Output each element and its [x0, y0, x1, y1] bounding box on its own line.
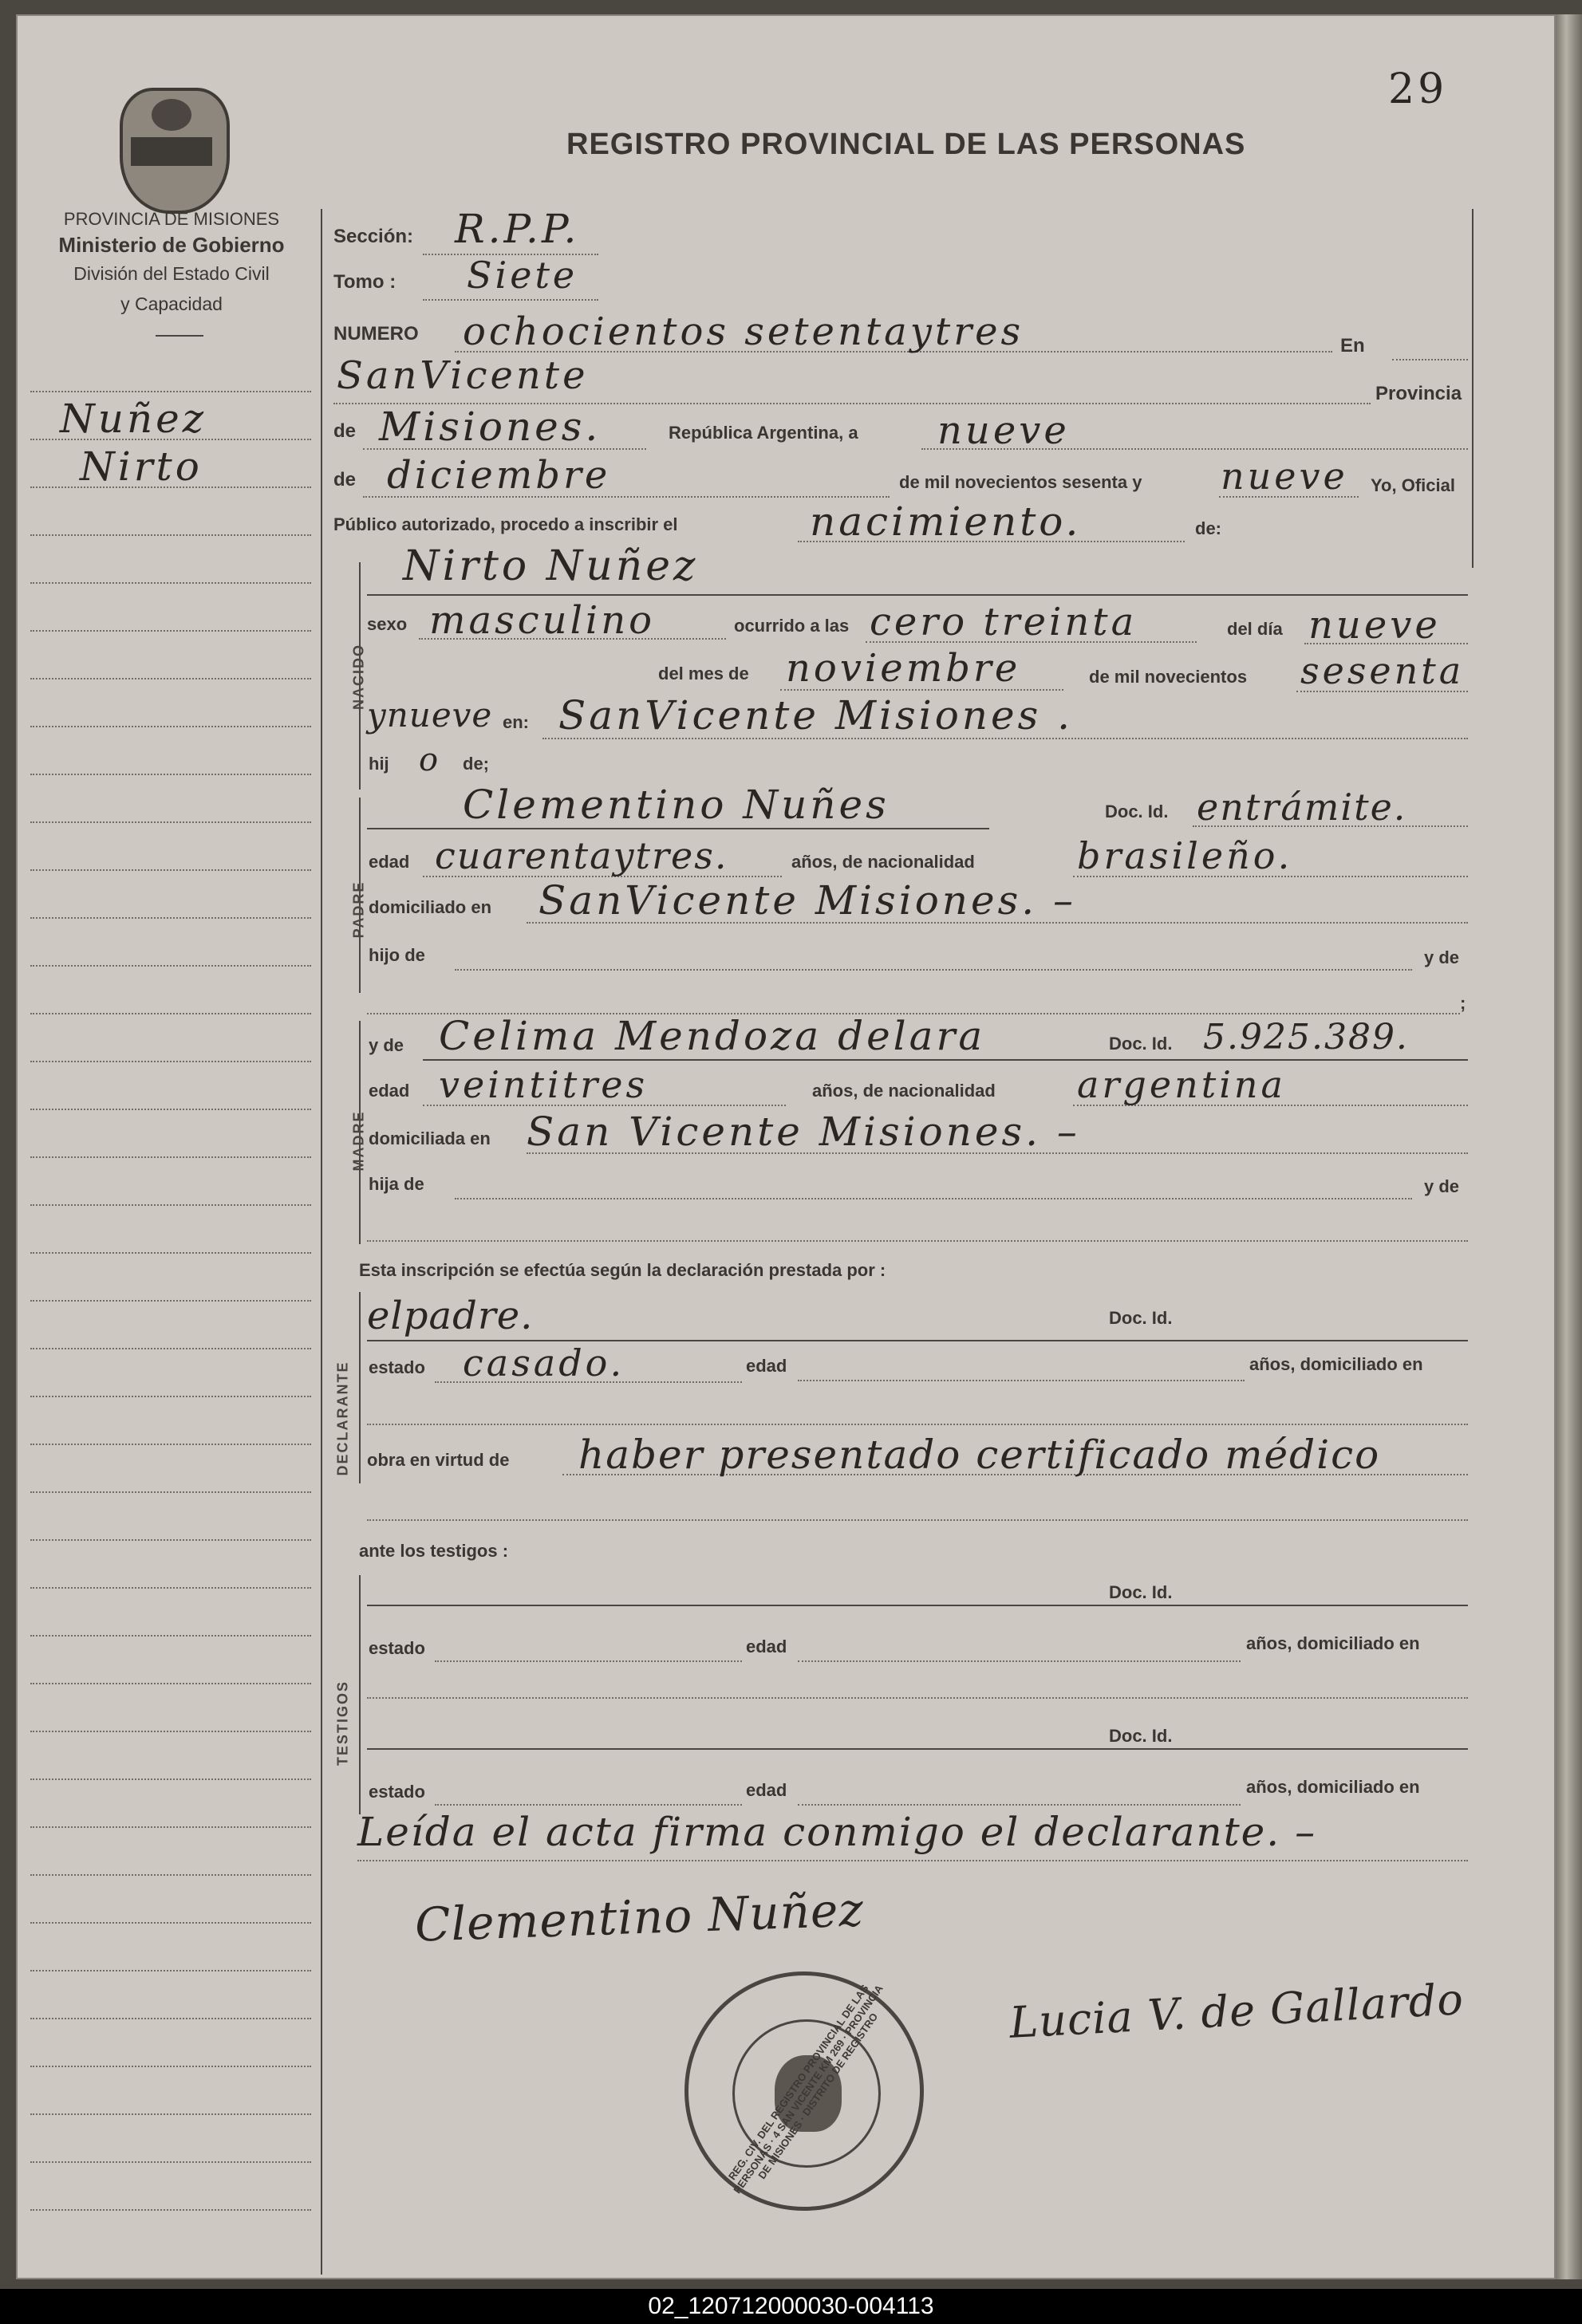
anio-value: nueve — [1221, 455, 1348, 498]
padre-edad-label: edad — [369, 852, 410, 872]
ministry-name: Ministerio de Gobierno — [58, 233, 285, 257]
margin-rule — [30, 1683, 311, 1684]
decl-estado-value: casado. — [463, 1341, 625, 1385]
hij-value: o — [419, 742, 442, 778]
yo-oficial-label: Yo, Oficial — [1371, 475, 1455, 495]
testigos-border — [359, 1575, 361, 1814]
madre-doc-value: 5.925.389. — [1203, 1017, 1409, 1058]
madre-nombre-value: Celima Mendoza delara — [439, 1013, 986, 1059]
decl-extra-line — [367, 1424, 1468, 1425]
decl-edad-line — [798, 1380, 1245, 1381]
madre-edad-label: edad — [369, 1081, 410, 1101]
margin-rule — [30, 1300, 311, 1302]
republica-label: República Argentina, a — [669, 423, 858, 443]
padre-doc-label: Doc. Id. — [1105, 802, 1169, 821]
division-line-2: y Capacidad — [120, 293, 223, 314]
padre-doc-value: entrámite. — [1197, 786, 1407, 829]
provincia-value: Misiones. — [379, 404, 602, 450]
margin-rule — [30, 630, 311, 632]
margin-rule — [30, 1444, 311, 1445]
margin-rule — [30, 1826, 311, 1828]
padre-section-label: PADRE — [350, 880, 367, 939]
declarante-value: elpadre. — [367, 1294, 534, 1338]
margin-rule — [30, 774, 311, 775]
book-binding — [1556, 14, 1582, 2279]
margin-rule — [30, 965, 311, 967]
header-rule — [156, 335, 203, 337]
madre-dom-label: domiciliada en — [369, 1129, 491, 1148]
signature-oficial: Lucia V. de Gallardo — [1008, 1974, 1466, 2048]
madre-extra-line — [367, 1240, 1468, 1242]
margin-rule — [30, 2066, 311, 2067]
margin-rule — [30, 1922, 311, 1924]
mes-nac-value: noviembre — [786, 646, 1021, 691]
margin-rule — [30, 1539, 311, 1541]
seccion-value: R.P.P. — [455, 206, 580, 252]
madre-edad-value: veintitres — [439, 1063, 649, 1106]
testigo2-anos-label: años, domiciliado en — [1246, 1777, 1420, 1797]
margin-rule — [30, 1109, 311, 1110]
de-label-2: de — [333, 469, 357, 490]
madre-hija-label: hija de — [369, 1174, 424, 1194]
lugar-nac-value: SanVicente Misiones . — [558, 692, 1074, 739]
testigo1-line — [367, 1605, 1468, 1606]
margin-rule — [30, 582, 311, 584]
margin-rule — [30, 2209, 311, 2211]
testigos-label: ante los testigos : — [359, 1541, 509, 1561]
seal-text: REG. CIV. DEL REGISTRO PROVINCIAL DE LAS PERSONAS · 4 SAN VICENTE KM 269 · PROVINCIA DE MISIONES · DISTRITO DE REGISTRO — [725, 1982, 886, 2196]
image-id-footer — [0, 2289, 1582, 2324]
de-semi-label: de; — [463, 754, 489, 774]
testigo1-edad-line — [798, 1660, 1241, 1662]
testigo2-line — [367, 1748, 1468, 1750]
padre-nac-label: años, de nacionalidad — [791, 852, 975, 872]
decl-anos-label: años, domiciliado en — [1249, 1354, 1423, 1374]
decl-edad-label: edad — [746, 1356, 787, 1376]
margin-rule — [30, 1156, 311, 1158]
testigo2-estado-line — [435, 1804, 742, 1806]
decl-estado-label: estado — [369, 1357, 425, 1377]
padre-dom-label: domiciliado en — [369, 897, 492, 917]
signature-declarante: Clementino Nuñez — [413, 1882, 865, 1952]
testigo1-extra-line — [367, 1697, 1468, 1699]
margin-rule — [30, 917, 311, 919]
province-name: PROVINCIA DE MISIONES — [63, 209, 280, 229]
obra-label: obra en virtud de — [367, 1450, 510, 1470]
leida-text: Leída el acta firma conmigo el declarante. – — [357, 1809, 1317, 1855]
page-number: 29 — [1388, 65, 1448, 113]
leida-line — [357, 1860, 1468, 1861]
margin-given-name: Nirto — [80, 443, 203, 490]
testigo1-estado-label: estado — [369, 1638, 425, 1658]
testigo1-estado-line — [435, 1660, 742, 1662]
padre-hijo-line — [455, 969, 1412, 971]
registry-seal-icon — [684, 1971, 924, 2211]
margin-rule — [30, 1204, 311, 1206]
right-border — [1472, 209, 1474, 568]
margin-rule — [30, 1061, 311, 1062]
testigo2-doc-label: Doc. Id. — [1109, 1726, 1173, 1746]
testigo1-edad-label: edad — [746, 1637, 787, 1656]
margin-rule — [30, 2018, 311, 2019]
nombre-value: Nirto Nuñez — [403, 542, 699, 590]
margin-rule — [30, 869, 311, 871]
del-mes-label: del mes de — [658, 664, 749, 683]
margin-rule — [30, 1970, 311, 1971]
division-line-1: División del Estado Civil — [73, 263, 270, 284]
seccion-label: Sección: — [333, 226, 414, 247]
province-crest-icon — [120, 88, 230, 214]
madre-dom-value: San Vicente Misiones. – — [527, 1109, 1080, 1155]
margin-rule — [30, 1491, 311, 1493]
padre-edad-value: cuarentaytres. — [435, 834, 728, 877]
padre-dom-value: SanVicente Misiones. – — [539, 877, 1077, 924]
page-title: REGISTRO PROVINCIAL DE LAS PERSONAS — [566, 128, 1246, 161]
provincia-label: Provincia — [1375, 383, 1462, 404]
margin-rule — [30, 678, 311, 679]
madre-section-label: MADRE — [350, 1110, 367, 1172]
padre-nombre-line — [367, 828, 989, 829]
en-line — [1392, 359, 1468, 360]
de-colon-label: de: — [1195, 518, 1221, 538]
del-dia-label: del día — [1227, 619, 1283, 639]
margin-rule — [30, 1635, 311, 1637]
en-value: SanVicente — [337, 353, 589, 398]
declarante-doc-label: Doc. Id. — [1109, 1308, 1173, 1328]
margin-rule — [30, 1252, 311, 1254]
declarante-border — [359, 1292, 361, 1483]
margin-rule — [30, 2161, 311, 2163]
dia-nac-value: nueve — [1308, 603, 1441, 648]
tomo-value: Siete — [467, 254, 578, 297]
margin-rule — [30, 2113, 311, 2115]
mes-value: diciembre — [387, 453, 611, 498]
sexo-label: sexo — [367, 614, 408, 634]
padre-nac-value: brasileño. — [1077, 834, 1293, 877]
de-label: de — [333, 420, 357, 442]
testigo1-doc-label: Doc. Id. — [1109, 1582, 1173, 1602]
nombre-line — [367, 594, 1468, 596]
margin-rule — [30, 726, 311, 727]
declarante-section-label: DECLARANTE — [334, 1361, 351, 1476]
nacido-section-label: NACIDO — [350, 644, 367, 710]
numero-label: NUMERO — [333, 323, 419, 345]
dia-value: nueve — [937, 408, 1070, 453]
inscribir-value: nacimiento. — [810, 498, 1082, 545]
testigo1-anos-label: años, domiciliado en — [1246, 1633, 1420, 1653]
margin-rule — [30, 1348, 311, 1349]
de-mil-nac-label: de mil novecientos — [1089, 667, 1248, 687]
padre-nombre-value: Clementino Nuñes — [463, 782, 890, 828]
obra-extra-line — [367, 1519, 1468, 1521]
madre-nombre-line — [423, 1059, 1468, 1061]
margin-rule — [30, 1396, 311, 1397]
de-mil-label: de mil novecientos sesenta y — [899, 472, 1142, 492]
testigo2-edad-line — [798, 1804, 1241, 1806]
padre-y-de-label: y de — [1424, 947, 1460, 967]
tomo-label: Tomo : — [333, 271, 396, 293]
margin-rule — [30, 1731, 311, 1732]
margin-rule — [30, 534, 311, 536]
hora-value: cero treinta — [870, 600, 1138, 644]
testigos-section-label: TESTIGOS — [334, 1680, 351, 1767]
margin-rule — [30, 1874, 311, 1876]
margin-rule — [30, 1013, 311, 1014]
padre-hijo-label: hijo de — [369, 945, 425, 965]
testigo2-estado-label: estado — [369, 1782, 425, 1802]
madre-y-de-label: y de — [369, 1035, 404, 1055]
anio-nac-value-2: ynueve — [367, 695, 493, 735]
margin-surname: Nuñez — [60, 396, 207, 442]
footer-id: 02_120712000030-004113 — [648, 2293, 934, 2319]
testigo2-edad-label: edad — [746, 1780, 787, 1800]
madre-y-de-label-2: y de — [1424, 1176, 1460, 1196]
inscripcion-label: Esta inscripción se efectúa según la declaración prestada por : — [359, 1260, 886, 1280]
madre-nac-value: argentina — [1077, 1063, 1286, 1106]
madre-nac-label: años, de nacionalidad — [812, 1081, 996, 1101]
hij-label: hij — [369, 754, 389, 774]
en-colon-label: en: — [503, 712, 529, 732]
en-label: En — [1340, 335, 1365, 356]
semicolon-label: ; — [1460, 993, 1466, 1013]
madre-hija-line — [455, 1198, 1412, 1199]
margin-rule — [30, 1778, 311, 1780]
sexo-value: masculino — [429, 598, 656, 643]
margin-rule — [30, 821, 311, 823]
tomo-line — [423, 299, 598, 301]
obra-value: haber presentado certificado médico — [578, 1432, 1381, 1478]
madre-doc-label: Doc. Id. — [1109, 1034, 1173, 1054]
numero-value: ochocientos setentaytres — [463, 309, 1024, 354]
margin-rule — [30, 1587, 311, 1589]
ocurrido-label: ocurrido a las — [734, 616, 850, 636]
anio-nac-value-1: sesenta — [1300, 649, 1465, 692]
publico-label: Público autorizado, procedo a inscribir el — [333, 514, 678, 534]
left-border — [321, 209, 322, 2275]
margin-rule — [30, 391, 311, 392]
